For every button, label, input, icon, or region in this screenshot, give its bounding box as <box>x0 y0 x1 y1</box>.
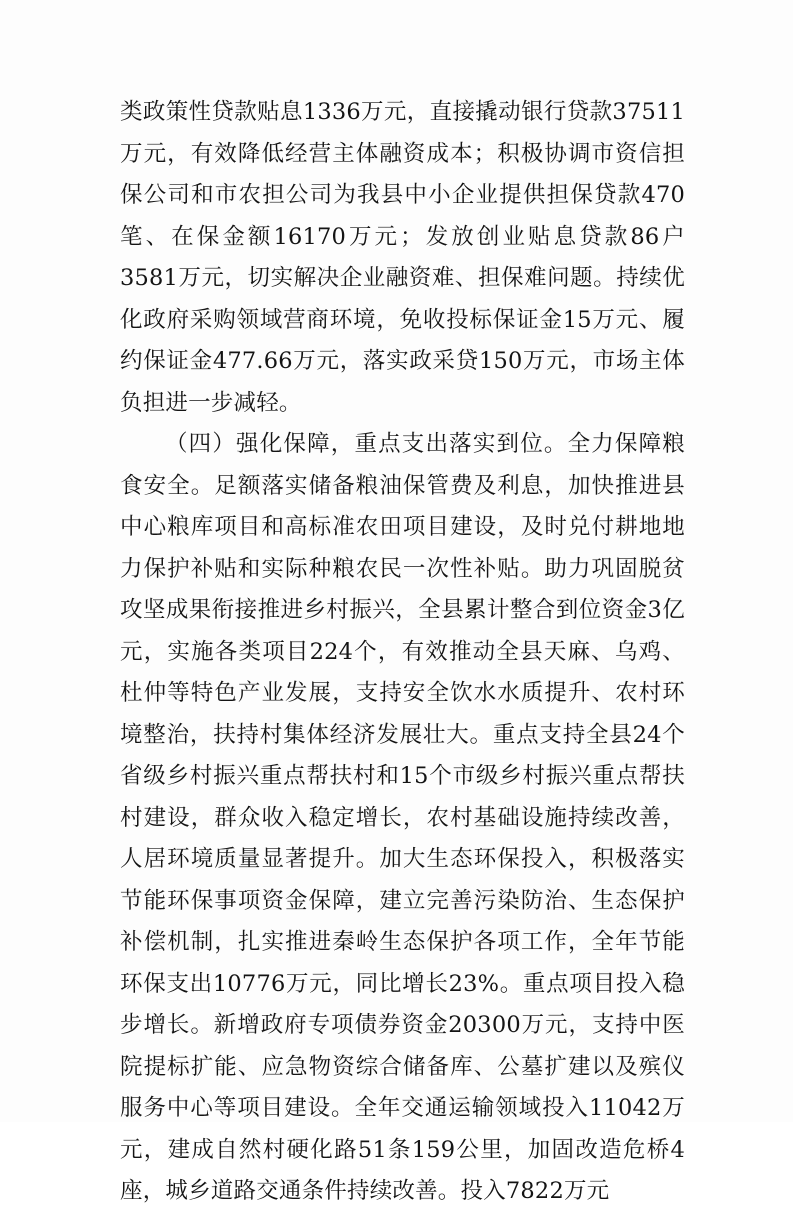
document-body <box>120 92 685 1213</box>
paragraph-2: （四）强化保障，重点支出落实到位。全力保障粮食安全。足额落实储备粮油保管费及利息，加快推进县中心粮库项目和高标准农田项目建设，及时兑付耕地地力保护补贴和实际种粮农民一次性补贴。助力巩固脱贫攻坚成果衔接推进乡村振兴，全县累计整合到位资金3亿元，实施各类项目224个，有效推动全县天麻、乌鸡、杜仲等特色产业发展，支持安全饮水水质提升、农村环境整治，扶持村集体经济发展壮大。重点支持全县24个省级乡村振兴重点帮扶村和15个市级乡村振兴重点帮扶村建设，群众收入稳定增长，农村基础设施持续改善，人居环境质量显著提升。加大生态环保投入，积极落实节能环保事项资金保障，建立完善污染防治、生态保护补偿机制，扎实推进秦岭生态保护各项工作，全年节能环保支出10776万元，同比增长23%。重点项目投入稳步增长。新增政府专项债券资金20300万元，支持中医院提标扩能、应急物资综合储备库、公墓扩建以及殡仪服务中心等项目建设。全年交通运输领域投入11042万元，建成自然村硬化路51条159公里，加固改造危桥4座，城乡道路交通条件持续改善。投入7822万元 <box>120 431 685 1204</box>
paragraph-1: 类政策性贷款贴息1336万元，直接撬动银行贷款37511万元，有效降低经营主体融资成本；积极协调市资信担保公司和市农担公司为我县中小企业提供担保贷款470笔、在保金额16170万元；发放创业贴息贷款86户3581万元，切实解决企业融资难、担保难问题。持续优化政府采购领域营商环境，免收投标保证金15万元、履约保证金477.66万元，落实政采贷150万元，市场主体负担进一步减轻。 <box>120 99 685 416</box>
